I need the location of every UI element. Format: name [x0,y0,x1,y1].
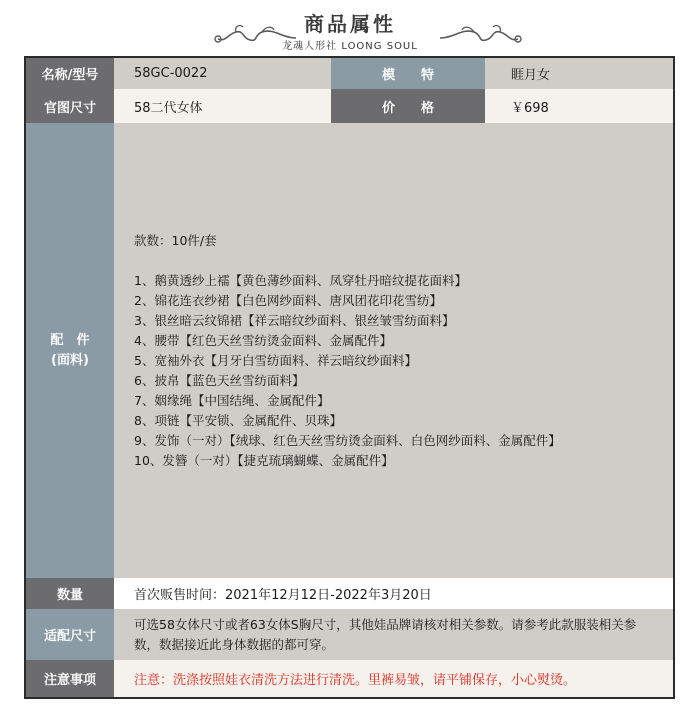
table-row-size [26,89,673,123]
list-item: 6、披帛【蓝色天丝雪纺面料】 [134,373,305,388]
model-label: 名称/型号 [26,58,114,89]
table-row-accessories [26,123,673,578]
accessories-label-line2: (面料) [51,352,89,368]
notes-value: 注意：洗涤按照娃衣清洗方法进行清洗。里裤易皱，请平铺保存，小心熨烫。 [114,660,673,697]
model-value: 58GC-0022 [114,58,331,89]
list-item: 5、宽袖外衣【月牙白雪纺面料、祥云暗纹纱面料】 [134,353,417,368]
quantity-label: 数量 [26,578,114,609]
brand-subtitle: 龙魂人形社 LOONG SOUL [282,41,418,52]
table-row-fit [26,609,673,660]
table-row-notes [26,660,673,697]
list-item: 3、银丝暗云纹锦裙【祥云暗纹纱面料、银丝皱雪纺面料】 [134,313,455,328]
list-item: 7、姻缘绳【中国结绳、金属配件】 [134,393,330,408]
accessories-label-line1: 配 件 [50,332,90,348]
price-label: 价 格 [331,89,485,123]
list-item: 4、腰带【红色天丝雪纺烫金面料、金属配件】 [134,333,392,348]
header [0,0,700,52]
list-item: 1、鹅黄透纱上襦【黄色薄纱面料、凤穿牡丹暗纹提花面料】 [134,273,467,288]
page-title: 商品属性 [304,12,396,36]
price-value: ￥698 [485,89,673,123]
accessories-label [26,123,114,578]
character-label: 模 特 [331,58,485,89]
notes-label: 注意事项 [26,660,114,697]
list-item: 10、发簪（一对）【捷克琉璃蝴蝶、金属配件】 [134,453,394,468]
quantity-value: 首次贩售时间：2021年12月12日-2022年3月20日 [114,578,673,609]
size-value: 58二代女体 [114,89,331,123]
fit-label: 适配尺寸 [26,609,114,660]
item-count: 款数：10件/套 [134,233,217,248]
table-row-quantity [26,578,673,609]
list-item: 2、锦花连衣纱裙【白色网纱面料、唐风团花印花雪纺】 [134,293,442,308]
table-row-model [26,58,673,89]
character-value: 睚月女 [485,58,673,89]
list-item: 8、项链【平安锁、金属配件、贝珠】 [134,413,342,428]
accessories-content [114,123,673,578]
product-attributes-table [24,56,675,699]
list-item: 9、发饰（一对）【绒球、红色天丝雪纺烫金面料、白色网纱面料、金属配件】 [134,433,561,448]
accessories-list [114,123,673,471]
size-label: 官图尺寸 [26,89,114,123]
fit-value: 可选58女体尺寸或者63女体S胸尺寸，其他娃品牌请核对相关参数。请参考此款服装相关参数，数据接近此身体数据的都可穿。 [114,609,673,660]
